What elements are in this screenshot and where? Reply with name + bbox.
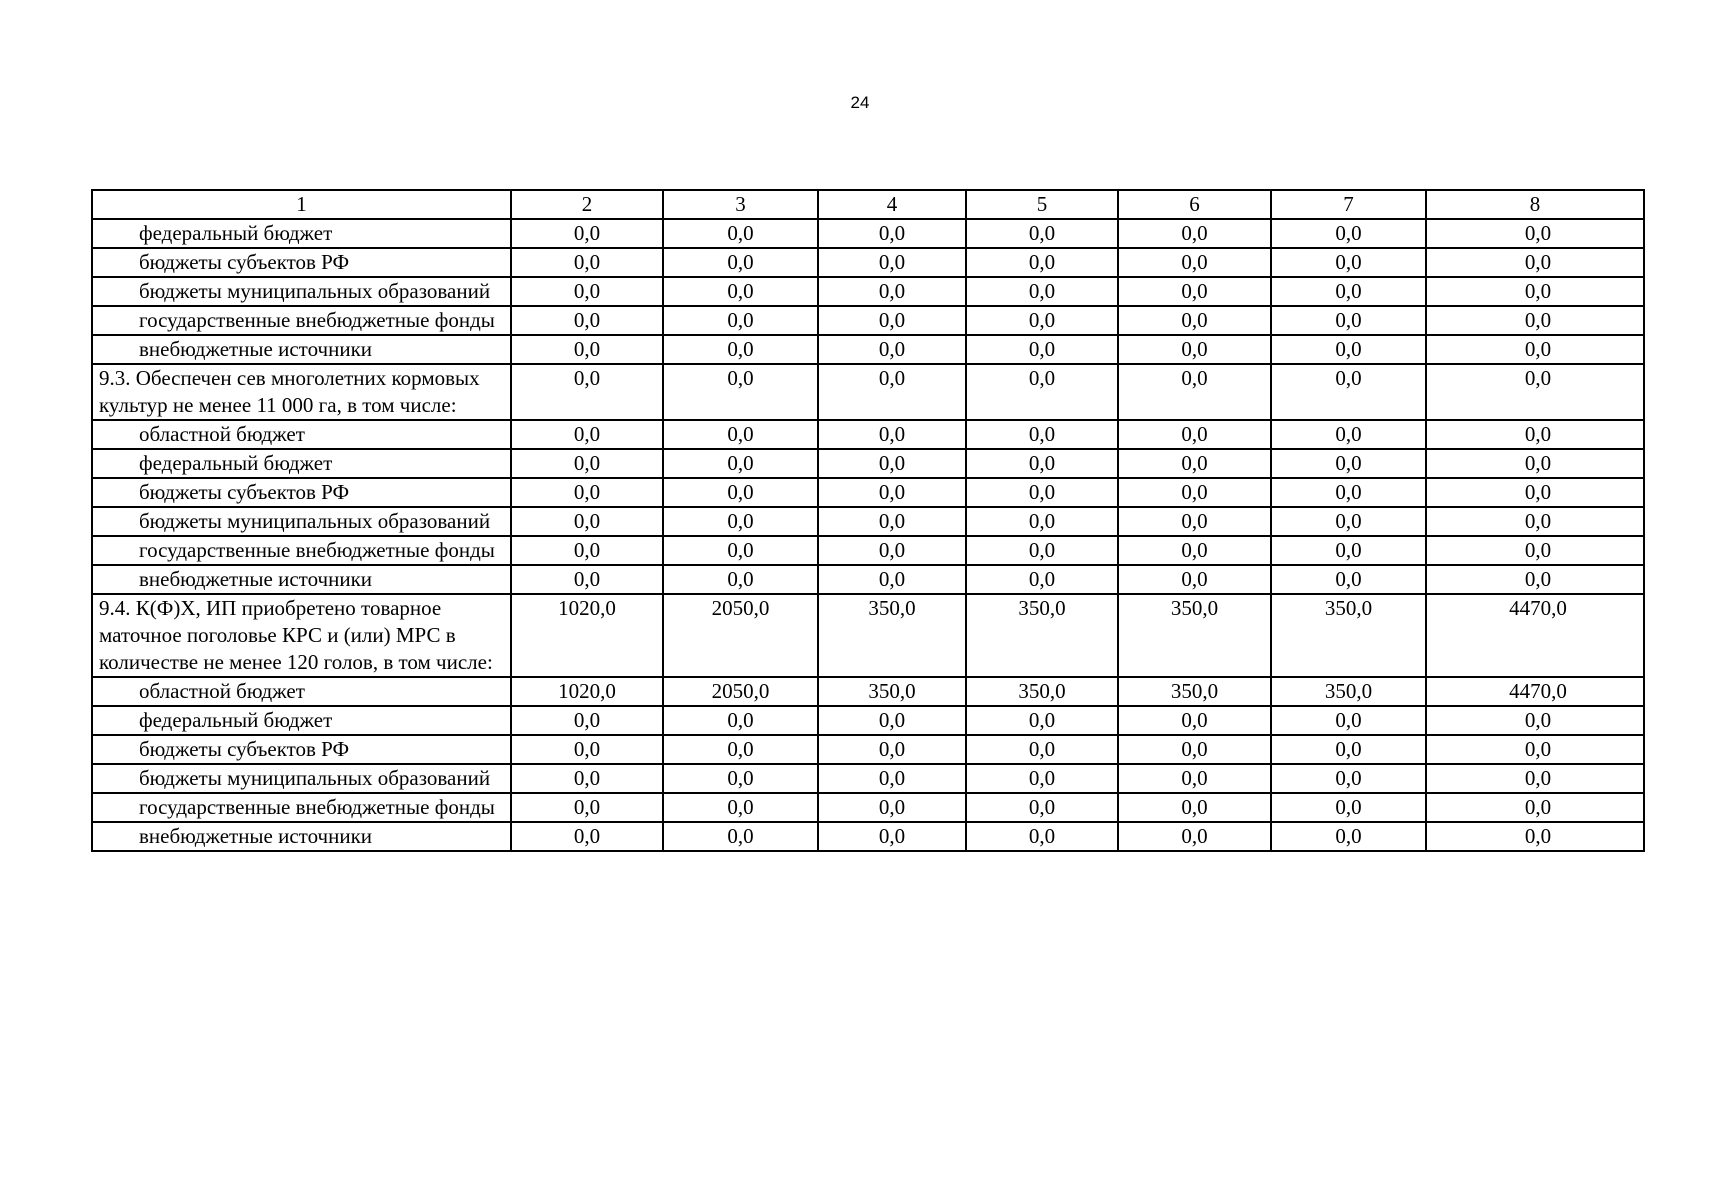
table-row <box>92 764 1644 793</box>
value-cell: 0,0 <box>663 306 818 335</box>
value-cell: 0,0 <box>663 335 818 364</box>
value-cell: 0,0 <box>1271 793 1426 822</box>
value-cell: 0,0 <box>511 478 663 507</box>
value-cell: 0,0 <box>1426 536 1644 565</box>
row-label: бюджеты муниципальных образований <box>92 507 511 536</box>
value-cell: 0,0 <box>1271 277 1426 306</box>
value-cell: 0,0 <box>1271 420 1426 449</box>
row-label: бюджеты муниципальных образований <box>92 277 511 306</box>
value-cell: 0,0 <box>966 449 1118 478</box>
column-header: 1 <box>92 190 511 219</box>
value-cell: 0,0 <box>966 565 1118 594</box>
column-header: 8 <box>1426 190 1644 219</box>
value-cell: 0,0 <box>663 277 818 306</box>
value-cell: 0,0 <box>511 306 663 335</box>
value-cell: 0,0 <box>966 277 1118 306</box>
row-label: внебюджетные источники <box>92 822 511 851</box>
value-cell: 0,0 <box>818 478 966 507</box>
value-cell: 0,0 <box>1426 735 1644 764</box>
value-cell: 350,0 <box>1271 594 1426 677</box>
value-cell: 0,0 <box>1271 335 1426 364</box>
value-cell: 0,0 <box>966 364 1118 420</box>
value-cell: 0,0 <box>1426 420 1644 449</box>
value-cell: 0,0 <box>1426 364 1644 420</box>
value-cell: 0,0 <box>511 565 663 594</box>
value-cell: 0,0 <box>1118 507 1271 536</box>
value-cell: 0,0 <box>511 335 663 364</box>
value-cell: 0,0 <box>1271 478 1426 507</box>
row-label: государственные внебюджетные фонды <box>92 536 511 565</box>
value-cell: 0,0 <box>1426 764 1644 793</box>
value-cell: 0,0 <box>511 735 663 764</box>
value-cell: 4470,0 <box>1426 594 1644 677</box>
value-cell: 0,0 <box>818 507 966 536</box>
value-cell: 0,0 <box>663 478 818 507</box>
value-cell: 0,0 <box>1271 822 1426 851</box>
value-cell: 0,0 <box>966 764 1118 793</box>
value-cell: 0,0 <box>511 449 663 478</box>
value-cell: 0,0 <box>1118 822 1271 851</box>
value-cell: 0,0 <box>818 335 966 364</box>
value-cell: 0,0 <box>818 306 966 335</box>
value-cell: 0,0 <box>663 706 818 735</box>
value-cell: 0,0 <box>1118 335 1271 364</box>
value-cell: 0,0 <box>1118 277 1271 306</box>
value-cell: 0,0 <box>511 364 663 420</box>
value-cell: 0,0 <box>511 706 663 735</box>
budget-table <box>91 189 1645 852</box>
value-cell: 0,0 <box>818 565 966 594</box>
value-cell: 0,0 <box>1271 706 1426 735</box>
column-header: 4 <box>818 190 966 219</box>
table-row <box>92 248 1644 277</box>
value-cell: 350,0 <box>818 594 966 677</box>
table-row <box>92 565 1644 594</box>
value-cell: 0,0 <box>663 248 818 277</box>
value-cell: 0,0 <box>663 764 818 793</box>
value-cell: 0,0 <box>1271 507 1426 536</box>
row-label: областной бюджет <box>92 677 511 706</box>
table-row <box>92 793 1644 822</box>
value-cell: 0,0 <box>511 822 663 851</box>
value-cell: 0,0 <box>966 735 1118 764</box>
value-cell: 0,0 <box>966 507 1118 536</box>
value-cell: 0,0 <box>966 335 1118 364</box>
value-cell: 0,0 <box>663 507 818 536</box>
table-row <box>92 219 1644 248</box>
value-cell: 0,0 <box>966 478 1118 507</box>
value-cell: 350,0 <box>1118 594 1271 677</box>
value-cell: 4470,0 <box>1426 677 1644 706</box>
value-cell: 0,0 <box>818 536 966 565</box>
row-label: областной бюджет <box>92 420 511 449</box>
row-label: внебюджетные источники <box>92 565 511 594</box>
value-cell: 1020,0 <box>511 594 663 677</box>
value-cell: 0,0 <box>663 364 818 420</box>
table-row <box>92 706 1644 735</box>
value-cell: 0,0 <box>818 735 966 764</box>
value-cell: 0,0 <box>1271 364 1426 420</box>
table-row <box>92 735 1644 764</box>
value-cell: 0,0 <box>818 793 966 822</box>
column-header: 7 <box>1271 190 1426 219</box>
value-cell: 0,0 <box>1118 536 1271 565</box>
value-cell: 0,0 <box>1271 449 1426 478</box>
column-header: 2 <box>511 190 663 219</box>
value-cell: 0,0 <box>1118 306 1271 335</box>
row-label: внебюджетные источники <box>92 335 511 364</box>
value-cell: 0,0 <box>966 306 1118 335</box>
value-cell: 0,0 <box>663 536 818 565</box>
value-cell: 0,0 <box>1426 507 1644 536</box>
value-cell: 0,0 <box>1118 565 1271 594</box>
value-cell: 0,0 <box>1271 219 1426 248</box>
table-row <box>92 449 1644 478</box>
value-cell: 0,0 <box>511 420 663 449</box>
value-cell: 0,0 <box>511 536 663 565</box>
value-cell: 0,0 <box>818 364 966 420</box>
value-cell: 0,0 <box>818 449 966 478</box>
page-number: 24 <box>850 93 870 112</box>
value-cell: 0,0 <box>1271 248 1426 277</box>
value-cell: 0,0 <box>511 793 663 822</box>
value-cell: 0,0 <box>1426 706 1644 735</box>
value-cell: 0,0 <box>966 219 1118 248</box>
table-row <box>92 507 1644 536</box>
value-cell: 0,0 <box>1426 335 1644 364</box>
value-cell: 350,0 <box>1118 677 1271 706</box>
value-cell: 0,0 <box>1426 219 1644 248</box>
column-header: 6 <box>1118 190 1271 219</box>
table-row <box>92 536 1644 565</box>
value-cell: 0,0 <box>1271 735 1426 764</box>
value-cell: 0,0 <box>511 277 663 306</box>
value-cell: 0,0 <box>1426 793 1644 822</box>
value-cell: 0,0 <box>1271 565 1426 594</box>
value-cell: 0,0 <box>966 822 1118 851</box>
value-cell: 0,0 <box>1118 248 1271 277</box>
row-label: федеральный бюджет <box>92 449 511 478</box>
row-label: бюджеты муниципальных образований <box>92 764 511 793</box>
value-cell: 0,0 <box>818 764 966 793</box>
value-cell: 0,0 <box>818 277 966 306</box>
value-cell: 0,0 <box>966 793 1118 822</box>
table-row <box>92 420 1644 449</box>
value-cell: 0,0 <box>663 449 818 478</box>
value-cell: 0,0 <box>1118 449 1271 478</box>
row-label: 9.3. Обеспечен сев многолетних кормовых культур не менее 11 000 га, в том числе: <box>92 364 511 420</box>
row-label: государственные внебюджетные фонды <box>92 793 511 822</box>
value-cell: 0,0 <box>1118 793 1271 822</box>
value-cell: 0,0 <box>1118 219 1271 248</box>
value-cell: 0,0 <box>1118 478 1271 507</box>
row-label: государственные внебюджетные фонды <box>92 306 511 335</box>
value-cell: 0,0 <box>663 822 818 851</box>
value-cell: 0,0 <box>1118 420 1271 449</box>
value-cell: 0,0 <box>663 793 818 822</box>
table-row <box>92 306 1644 335</box>
value-cell: 0,0 <box>1118 364 1271 420</box>
value-cell: 2050,0 <box>663 677 818 706</box>
value-cell: 0,0 <box>966 248 1118 277</box>
table-row <box>92 335 1644 364</box>
value-cell: 2050,0 <box>663 594 818 677</box>
row-label: бюджеты субъектов РФ <box>92 248 511 277</box>
value-cell: 0,0 <box>1118 764 1271 793</box>
value-cell: 0,0 <box>818 822 966 851</box>
value-cell: 0,0 <box>966 536 1118 565</box>
value-cell: 0,0 <box>966 420 1118 449</box>
row-label: федеральный бюджет <box>92 219 511 248</box>
row-label: федеральный бюджет <box>92 706 511 735</box>
value-cell: 0,0 <box>663 420 818 449</box>
value-cell: 1020,0 <box>511 677 663 706</box>
value-cell: 0,0 <box>1426 277 1644 306</box>
table-row <box>92 677 1644 706</box>
value-cell: 0,0 <box>511 764 663 793</box>
header-row <box>92 190 1644 219</box>
value-cell: 0,0 <box>511 507 663 536</box>
value-cell: 350,0 <box>966 677 1118 706</box>
value-cell: 350,0 <box>966 594 1118 677</box>
value-cell: 0,0 <box>1118 735 1271 764</box>
value-cell: 0,0 <box>663 219 818 248</box>
value-cell: 0,0 <box>1426 306 1644 335</box>
value-cell: 0,0 <box>1271 536 1426 565</box>
value-cell: 0,0 <box>1271 764 1426 793</box>
value-cell: 0,0 <box>966 706 1118 735</box>
value-cell: 0,0 <box>1426 248 1644 277</box>
value-cell: 0,0 <box>511 219 663 248</box>
value-cell: 0,0 <box>1271 306 1426 335</box>
row-label: бюджеты субъектов РФ <box>92 735 511 764</box>
value-cell: 0,0 <box>1426 478 1644 507</box>
column-header: 3 <box>663 190 818 219</box>
value-cell: 0,0 <box>663 735 818 764</box>
value-cell: 0,0 <box>511 248 663 277</box>
row-label: бюджеты субъектов РФ <box>92 478 511 507</box>
value-cell: 0,0 <box>663 565 818 594</box>
value-cell: 0,0 <box>818 706 966 735</box>
table-row <box>92 277 1644 306</box>
table-row <box>92 594 1644 677</box>
value-cell: 0,0 <box>818 420 966 449</box>
value-cell: 0,0 <box>1426 822 1644 851</box>
value-cell: 0,0 <box>818 248 966 277</box>
table-body <box>92 190 1644 851</box>
value-cell: 0,0 <box>818 219 966 248</box>
table-row <box>92 478 1644 507</box>
value-cell: 350,0 <box>818 677 966 706</box>
column-header: 5 <box>966 190 1118 219</box>
table-row <box>92 364 1644 420</box>
value-cell: 350,0 <box>1271 677 1426 706</box>
value-cell: 0,0 <box>1426 449 1644 478</box>
value-cell: 0,0 <box>1118 706 1271 735</box>
table-row <box>92 822 1644 851</box>
row-label: 9.4. К(Ф)Х, ИП приобретено товарное маточное поголовье КРС и (или) МРС в количестве не менее 120 голов, в том числе: <box>92 594 511 677</box>
value-cell: 0,0 <box>1426 565 1644 594</box>
